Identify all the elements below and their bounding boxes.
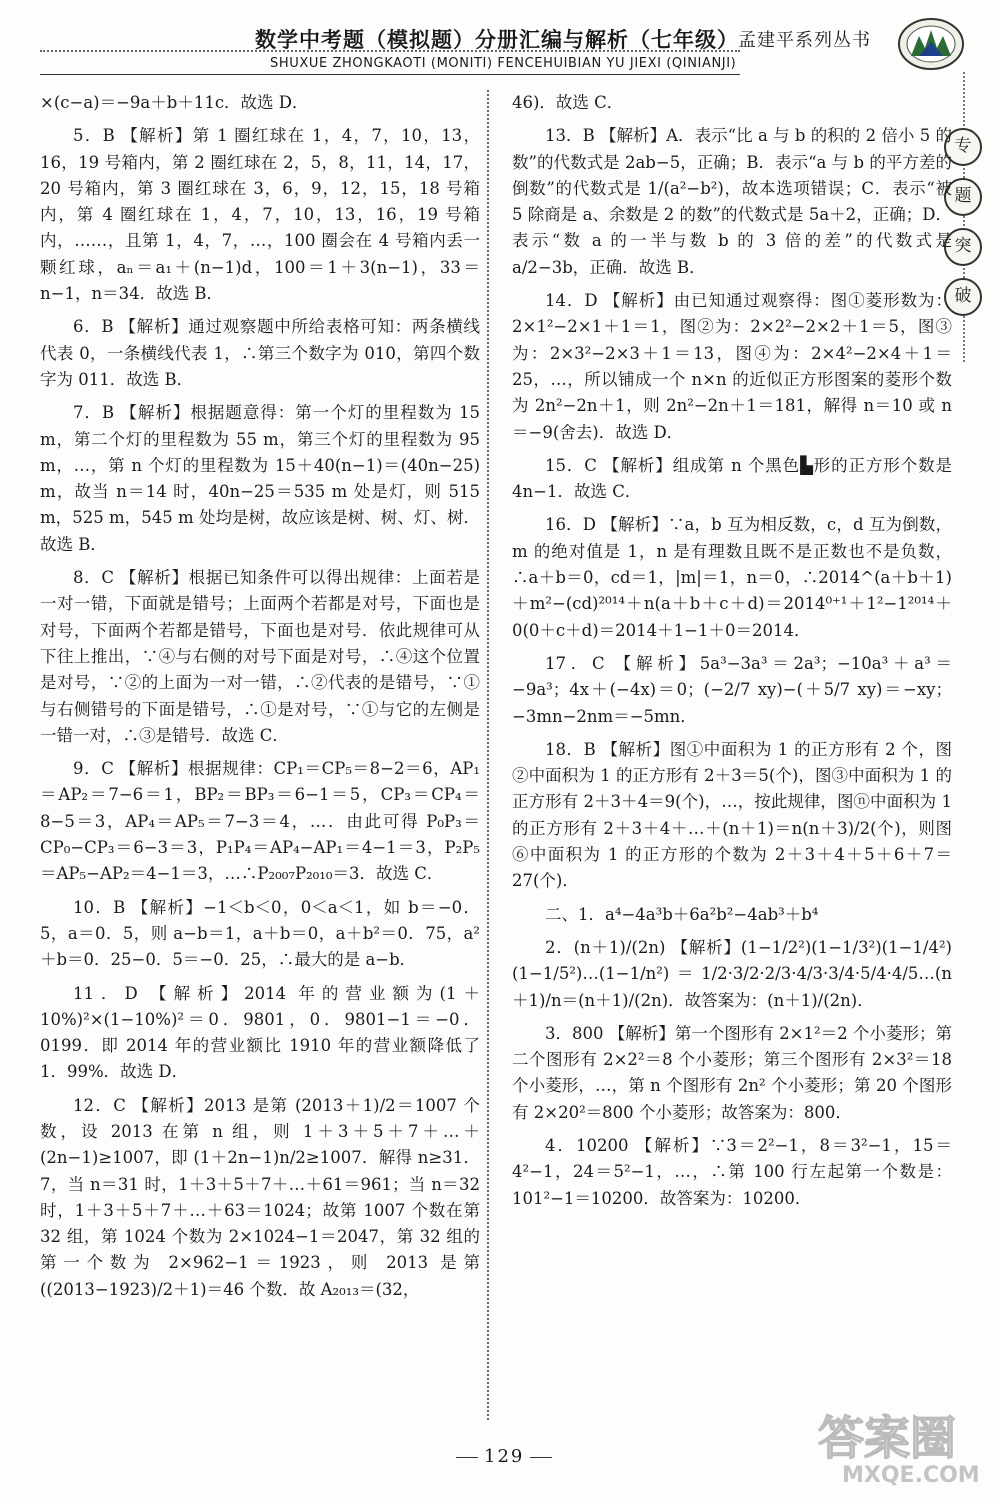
answer-item-13: 13．B 【解析】A．表示“比 a 与 b 的积的 2 倍小 5 的数”的代数式是 2ab−5，正确；B．表示“a 与 b 的平方差的倒数”的代数式是 1/(a²−b²)，故本选项错误；C．表示“被 5 除商是 a、余数是 2 的数”的代数式是 5a＋2，正确；D．表示“数 a 的一半与数 b 的 3 倍的差”的代数式是 a/2−3b，正确．故选 B． xyxy=(512,126,952,277)
header-rule xyxy=(40,74,740,75)
right-column xyxy=(512,90,952,1219)
badge-zhuan: 专 xyxy=(944,128,982,166)
series-name: 孟建平系列丛书 xyxy=(738,30,871,51)
answer-item-11: 11．D 【解析】2014 年的营业额为(1＋10%)²×(1−10%)²＝0．9801，0．9801−1＝−0．0199．即 2014 年的营业额比 1910 年的营业额降低了 1．99%．故选 D． xyxy=(40,983,480,1082)
answer-item-10: 10．B 【解析】−1＜b＜0，0＜a＜1，如 b＝−0．5，a＝0．5，则 a−b＝1，a＋b＝0，a＋b²＝0．75，a²＋b＝0．25−0．5＝−0．25，∴最大的是 a−b． xyxy=(40,897,480,970)
answer-item-17: 17．C 【解析】5a³−3a³＝2a³；−10a³＋a³＝−9a³；4x＋(−4x)＝0；(−2/7 xy)−(＋5/7 xy)＝−xy；−3mn−2nm＝−5mn． xyxy=(512,653,952,726)
left-column xyxy=(40,90,480,1310)
page-header xyxy=(0,0,1000,82)
answer-item-7: 7．B 【解析】根据题意得：第一个灯的里程数为 15 m，第二个灯的里程数为 55 m，第三个灯的里程数为 95 m，…，第 n 个灯的里程数为 15＋40(n−1)＝(40n−25) m，故当 n＝14 时，40n−25＝535 m 处是灯，则 515 m，525 m，545 m 处均是树，故应该是树、树、灯、树．故选 B． xyxy=(40,403,480,554)
page-number xyxy=(450,1446,558,1467)
page-number-text: 129 xyxy=(484,1446,525,1467)
fill-blank-4: 4．10200 【解析】∵3＝2²−1，8＝3²−1，15＝4²−1，24＝5²−1，…，∴第 100 行左起第一个数是：101²−1＝10200．故答案为：10200． xyxy=(512,1135,952,1208)
badge-po: 破 xyxy=(944,278,982,316)
answer-item-5: 5．B 【解析】第 1 圈红球在 1，4，7，10，13，16，19 号箱内，第 2 圈红球在 2，5，8，11，14，17，20 号箱内，第 3 圈红球在 3，6，9，12，15，18 号箱内，第 4 圈红球在 1，4，7，10，13，16，19 号箱内，……，且第 1，4，7，…，100 圈会在 4 号箱内丢一颗红球，aₙ＝a₁＋(n−1)d，100＝1＋3(n−1)，33＝n−1，n＝34．故选 B． xyxy=(40,126,480,304)
answer-item-15: 15．C 【解析】组成第 n 个黑色▙形的正方形个数是 4n−1．故选 C． xyxy=(512,455,952,502)
answer-item-9: 9．C 【解析】根据规律：CP₁＝CP₅＝8−2＝6，AP₁＝AP₂＝7−6＝1，BP₂＝BP₃＝6−1＝5，CP₃＝CP₄＝8−5＝3，AP₄＝AP₅＝7−3＝4，…．由此可得 P₀P₃＝CP₀−CP₃＝6−3＝3，P₁P₄＝AP₄−AP₁＝4−1＝3，P₂P₅＝AP₅−AP₂＝4−1＝3，…∴P₂₀₀₇P₂₀₁₀＝3．故选 C． xyxy=(40,759,480,884)
watermark-text: 答案圈 xyxy=(818,1412,956,1465)
book-title: 数学中考题（模拟题）分册汇编与解析（七年级） xyxy=(255,27,739,52)
badge-tu: 突 xyxy=(944,228,982,266)
answer-item-18: 18．B 【解析】图①中面积为 1 的正方形有 2 个，图②中面积为 1 的正方形有 2＋3＝5(个)，图③中面积为 1 的正方形有 2＋3＋4＝9(个)，…，按此规律，图ⓝ中面积为 1 的正方形有 2＋3＋4＋…＋(n＋1)＝n(n＋3)/2(个)，则图⑥中面积为 1 的正方形的个数为 2＋3＋4＋5＋6＋7＝27(个)． xyxy=(512,739,952,891)
fill-blank-2: 2．(n＋1)/(2n) 【解析】(1−1/2²)(1−1/3²)(1−1/4²)(1−1/5²)…(1−1/n²)＝1/2·3/2·2/3·4/3·3/4·5/4·4/5…(n＋1)/n＝(n＋1)/(2n)．故答案为：(n＋1)/(2n)． xyxy=(512,937,952,1010)
column-divider xyxy=(487,90,489,1420)
answer-item-14: 14．D 【解析】由已知通过观察得：图①菱形数为：2×1²−2×1＋1＝1，图②为：2×2²−2×2＋1＝5，图③为：2×3²−2×3＋1＝13，图④为：2×4²−2×4＋1＝25，…，所以铺成一个 n×n 的近似正方形图案的菱形个数为 2n²−2n＋1，则 2n²−2n＋1＝181，解得 n＝10 或 n＝−9(舍去)．故选 D． xyxy=(512,291,952,442)
watermark-logo xyxy=(812,1412,992,1488)
answer-item-8: 8．C 【解析】根据已知条件可以得出规律：上面若是一对一错，下面就是错号；上面两个若都是对号，下面也是对号，下面两个若都是错号，下面也是对号．依此规律可从下往上推出，∵④与右侧的对号下面是对号，∴④这个位置是对号，∵②的上面为一对一错，∴②代表的是错号，∵①与右侧错号的下面是错号，∴①是对号，∵①与它的左侧是一错一对，∴③是错号．故选 C． xyxy=(40,568,480,745)
answer-item-12: 12．C 【解析】2013 是第 (2013＋1)/2＝1007 个数，设 2013 在第 n 组，则 1＋3＋5＋7＋…＋(2n−1)≥1007，即 (1＋2n−1)n/2≥1007．解得 n≥31．7，当 n＝31 时，1＋3＋5＋7＋…＋61＝961；当 n＝32 时，1＋3＋5＋7＋…＋63＝1024；故第 1007 个数在第 32 组，第 1024 个数为 2×1024−1＝2047，第 32 组的第一个数为 2×962−1＝1923，则 2013 是第 ((2013−1923)/2＋1)＝46 个数．故 A₂₀₁₃＝(32， xyxy=(40,1095,480,1299)
answer-item-16: 16．D 【解析】∵a，b 互为相反数，c，d 互为倒数，m 的绝对值是 1，n 是有理数且既不是正数也不是负数，∴a＋b＝0，cd＝1，|m|＝1，n＝0，∴2014^(a＋b＋1)＋m²−(cd)²⁰¹⁴＋n(a＋b＋c＋d)＝2014⁰⁺¹＋1²−1²⁰¹⁴＋0(0＋c＋d)＝2014＋1−1＋0＝2014． xyxy=(512,515,952,640)
fill-blank-1: 二、1．a⁴−4a³b＋6a²b²−4ab³＋b⁴ xyxy=(545,904,819,924)
badge-ti: 题 xyxy=(944,178,982,216)
book-title-pinyin: SHUXUE ZHONGKAOTI (MONITI) FENCEHUIBIAN YU JIEXI (QINIANJI) xyxy=(270,56,737,71)
paragraph: ×(c−a)＝−9a＋b＋11c．故选 D． xyxy=(40,93,309,112)
watermark-url: MXQE.COM xyxy=(842,1463,980,1488)
paragraph: 46)．故选 C． xyxy=(512,93,624,112)
fill-blank-3: 3．800 【解析】第一个图形有 2×1²＝2 个小菱形；第二个图形有 2×2²＝8 个小菱形；第三个图形有 2×3²＝18 个小菱形，…，第 n 个图形有 2n² 个小菱形；第 20 个图形有 2×20²＝800 个小菱形；故答案为：800． xyxy=(512,1023,952,1122)
publisher-logo-icon xyxy=(895,12,967,72)
answer-item-6: 6．B 【解析】通过观察题中所给表格可知：两条横线代表 0，一条横线代表 1，∴第三个数字为 010，第四个数字为 011．故选 B． xyxy=(40,317,480,389)
